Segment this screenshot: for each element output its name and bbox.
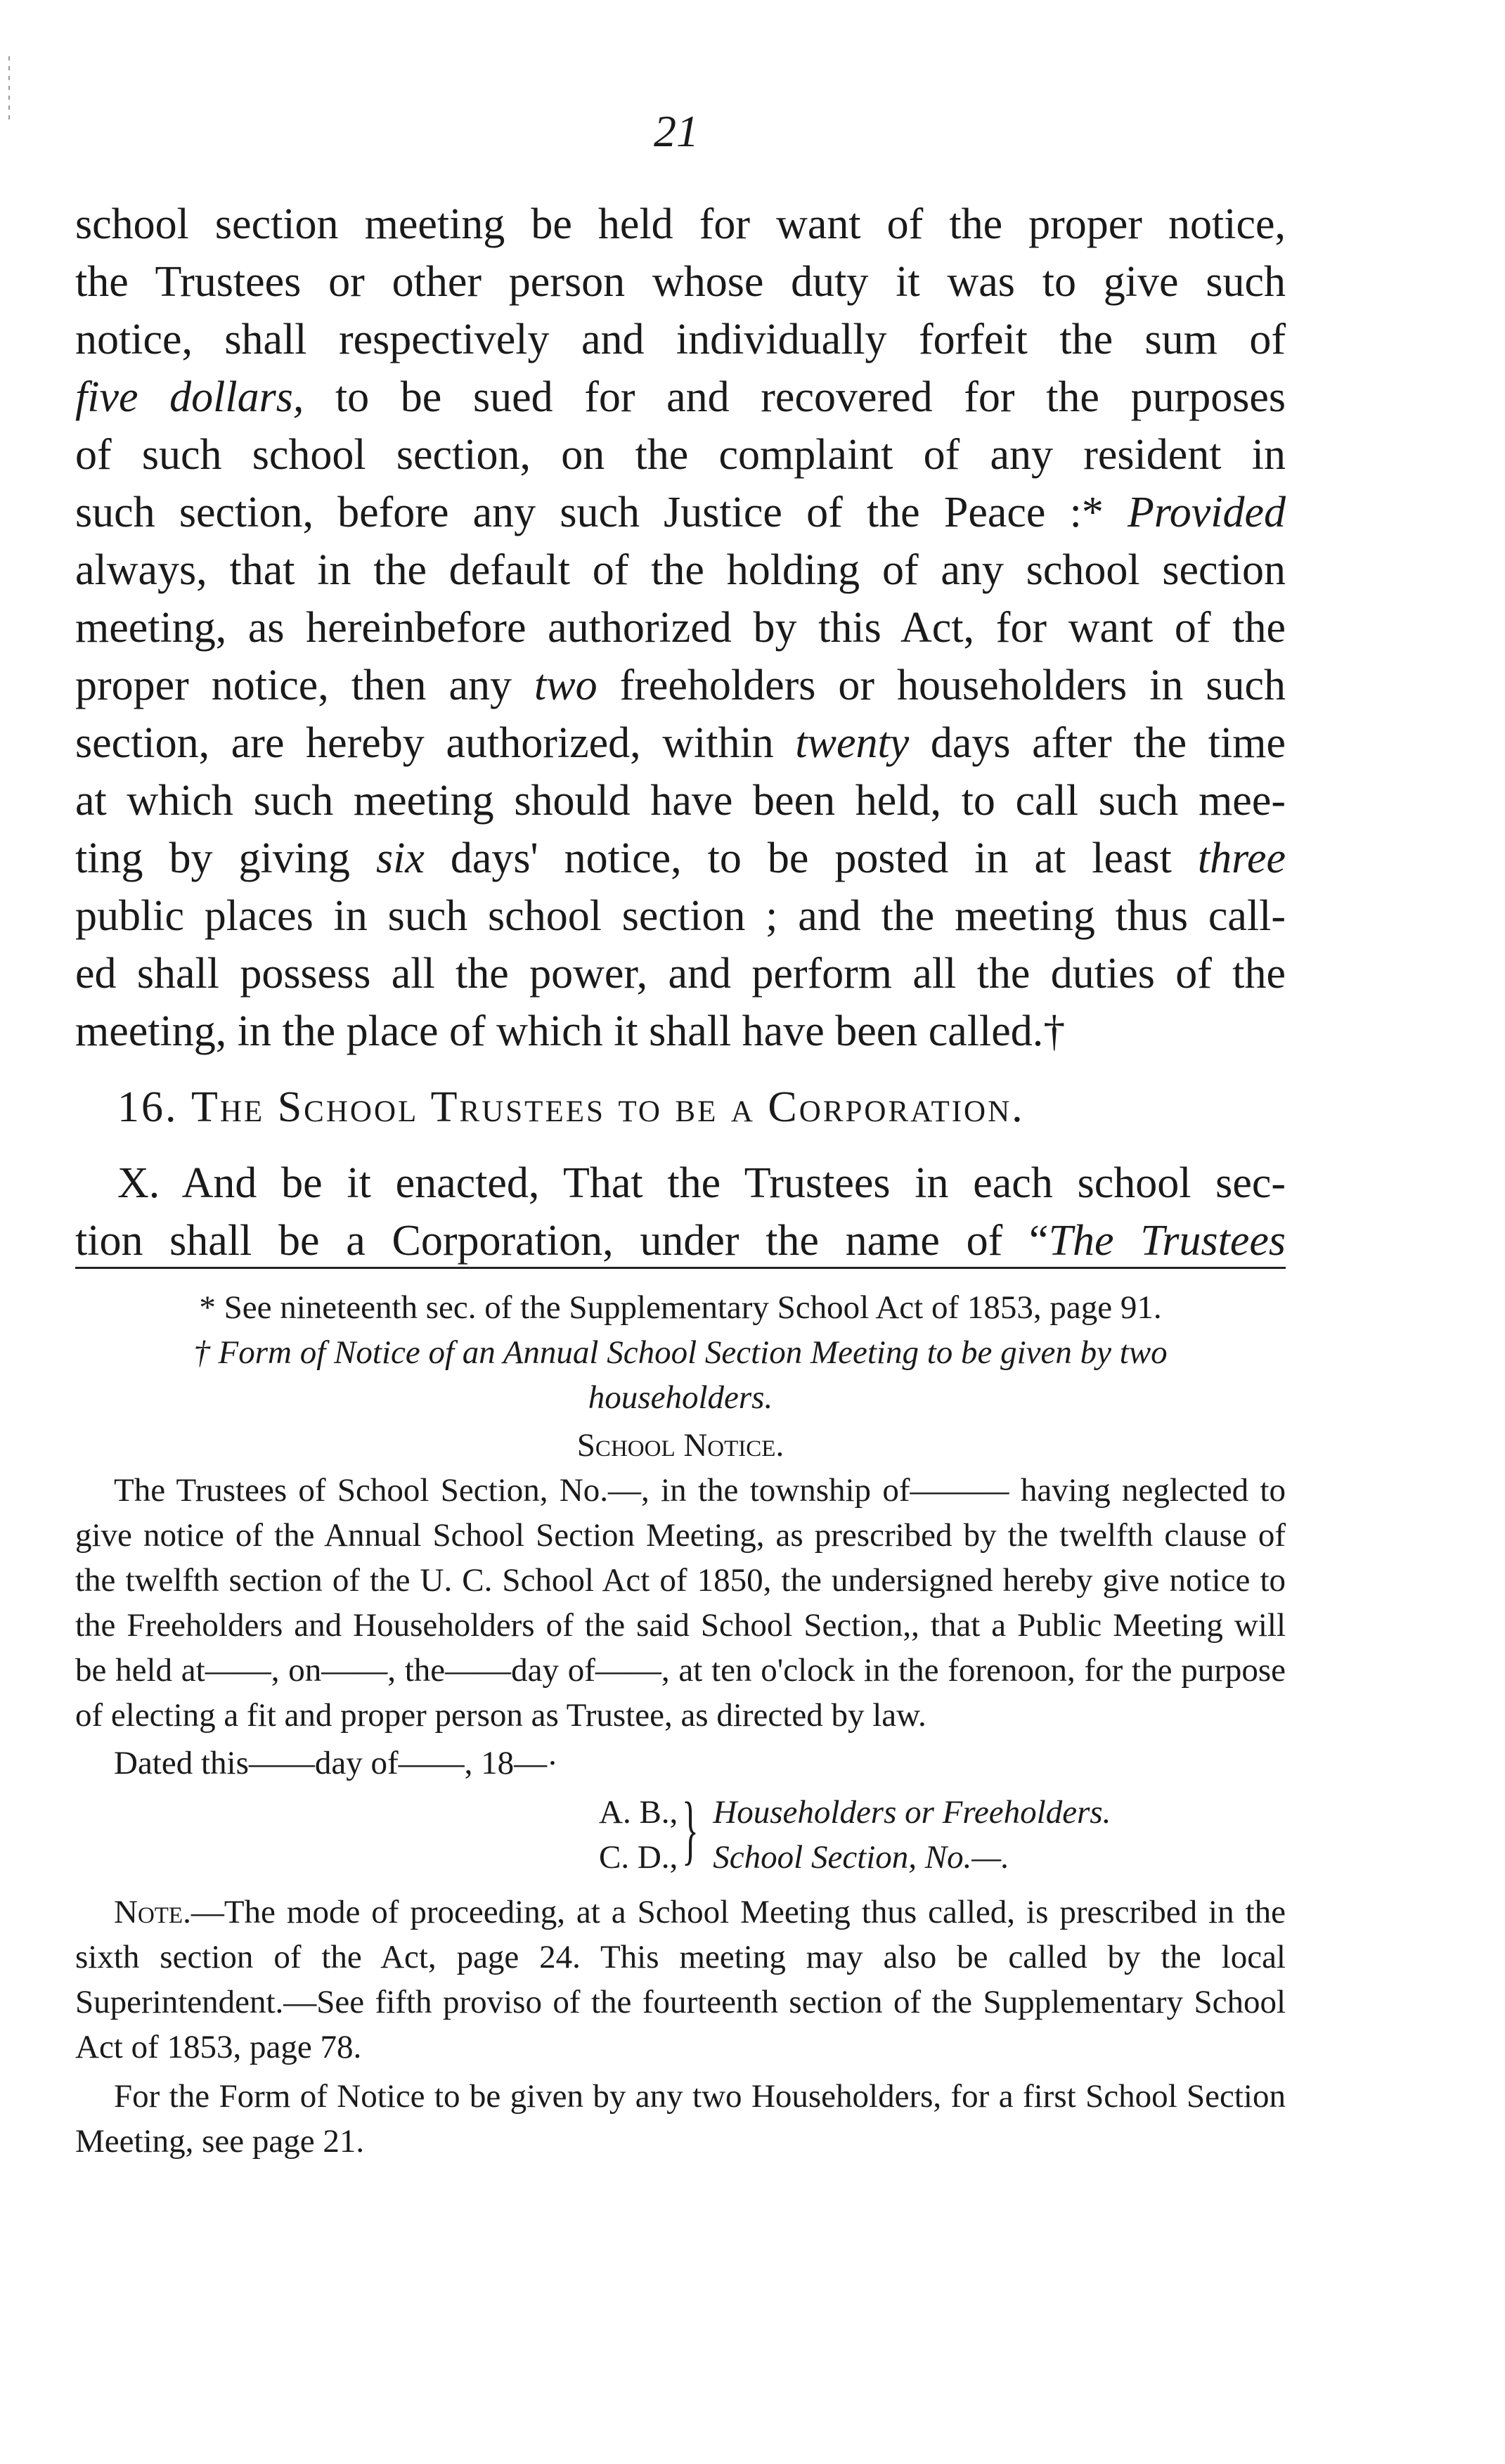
section-x-line: X. And be it enacted, That the Trustees in each school sec-	[117, 1159, 1286, 1207]
signature-block	[75, 1786, 1286, 1880]
section-heading	[75, 1078, 1286, 1136]
text-line: of such school section, on the complaint of any resident in	[75, 431, 1286, 479]
italic-phrase: two	[534, 662, 598, 709]
school-notice-title: School Notice.	[576, 1427, 784, 1464]
signer-role: Householders or Freeholders.	[713, 1794, 1111, 1831]
text-line: meeting, in the place of which it shall have been called.†	[75, 1007, 1066, 1055]
text-fragment: freeholders or householders in such	[597, 662, 1286, 709]
notice-body: The Trustees of School Section, No.—, in the township of——— having neglected to give notice of the Annual School Section Meeting, as prescribed by the twelfth clause of the twelfth section of the U. C. School Act of 1850, the undersigned hereby give notice to the Freeholders and Householders of the said School Section,, that a Public Meeting will be held at——, on——, the——day of——, at ten o'clock in the forenoon, for the purpose of electing a fit and proper person as Trustee, as directed by law.	[75, 1472, 1286, 1734]
text-fragment: to be sued for and recovered for the purposes	[304, 373, 1286, 421]
text-fragment: ting by giving	[75, 834, 376, 882]
italic-phrase: twenty	[795, 719, 910, 767]
text-fragment: days' notice, to be posted in at least	[424, 834, 1198, 882]
margin-mark	[8, 56, 10, 120]
text-line	[75, 714, 1286, 772]
text-line: the Trustees or other person whose duty it was to give such	[75, 258, 1286, 306]
text-line: meeting, as hereinbefore authorized by this Act, for want of the	[75, 604, 1286, 652]
footnotes	[75, 1285, 1286, 2164]
text-line	[75, 484, 1286, 541]
section-x-line	[75, 1212, 1286, 1270]
italic-phrase: Provided	[1128, 489, 1286, 536]
note-text: —The mode of proceeding, at a School Meeting thus called, is prescribed in the sixth section of the Act, page 24. This meeting may also be called by the local Superintendent.—See fifth proviso of the fourteenth section of the Supplementary School Act of 1853, page 78.	[75, 1894, 1286, 2065]
text-line: school section meeting be held for want of the proper notice,	[75, 200, 1286, 248]
text-line: always, that in the default of the holding of any school section	[75, 546, 1286, 594]
footnote-star: * See nineteenth sec. of the Supplementary School Act of 1853, page 91.	[199, 1289, 1162, 1326]
text-line: notice, shall respectively and individually forfeit the sum of	[75, 316, 1286, 363]
form-title: Form of Notice of an Annual School Section Meeting to be given by two householders.	[218, 1334, 1168, 1416]
page-number: 21	[654, 106, 699, 156]
text-line	[75, 368, 1286, 426]
footnote-divider	[75, 1267, 1286, 1269]
heading-title: The School Trustees to be a Corporation.	[191, 1083, 1025, 1131]
text-line	[75, 830, 1286, 887]
italic-phrase: six	[375, 834, 425, 882]
signer-roles	[713, 1790, 1111, 1880]
text-line: ed shall possess all the power, and perform all the duties of the	[75, 950, 1286, 998]
note-label: Note.	[114, 1894, 191, 1930]
text-fragment: section, are hereby authorized, within	[75, 719, 796, 767]
main-text	[75, 195, 1286, 1270]
form-reference: For the Form of Notice to be given by any two Householders, for a first School Section Meeting, see page 21.	[75, 2078, 1286, 2160]
signer-names	[599, 1790, 678, 1880]
signer-role: School Section, No.—.	[713, 1839, 1009, 1876]
italic-phrase: The Trustees	[1048, 1217, 1286, 1265]
signer-name: C. D.,	[599, 1839, 678, 1876]
signer-name: A. B.,	[599, 1794, 678, 1831]
text-fragment: days after the time	[909, 719, 1286, 767]
text-line: at which such meeting should have been held, to call such mee-	[75, 777, 1286, 825]
text-fragment: proper notice, then any	[75, 662, 534, 709]
text-fragment: such section, before any such Justice of the Peace :*	[75, 489, 1128, 536]
note-paragraph	[75, 1890, 1286, 2070]
text-line: public places in such school section ; and the meeting thus call-	[75, 892, 1286, 940]
dated-line: Dated this——day of——, 18—·	[114, 1745, 558, 1781]
dagger-marker: †	[193, 1334, 210, 1371]
italic-phrase: five dollars,	[75, 373, 304, 421]
heading-number: 16.	[117, 1083, 179, 1131]
footnote-dagger	[75, 1330, 1286, 1420]
italic-phrase: three	[1197, 834, 1286, 882]
text-fragment: tion shall be a Corporation, under the name of “	[75, 1217, 1049, 1265]
text-line	[75, 657, 1286, 714]
brace-icon: }	[682, 1786, 699, 1872]
